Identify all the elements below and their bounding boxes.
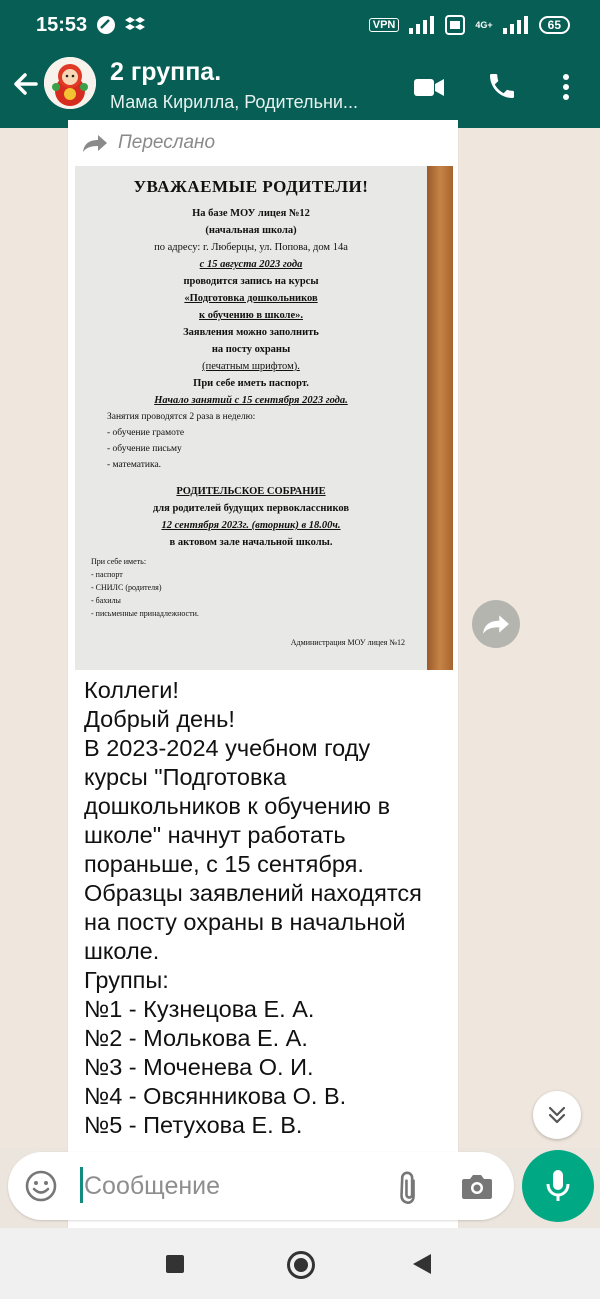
system-nav-bar [0, 1228, 600, 1299]
forwarded-label: Переслано [118, 132, 216, 153]
message-line: Группы: [84, 967, 169, 993]
message-bubble[interactable] [68, 120, 458, 1270]
wooden-door-edge [427, 166, 453, 670]
forwarded-indicator [82, 132, 215, 154]
bring-item: - паспорт [91, 570, 123, 579]
meeting-line: в актовом зале начальной школы. [169, 537, 333, 548]
notice-line: с 15 августа 2023 года [199, 259, 303, 270]
home-button[interactable] [287, 1251, 315, 1279]
notice-list-item: - обучение грамоте [107, 428, 185, 438]
chat-subtitle[interactable]: Мама Кирилла, Родительни... [110, 92, 358, 112]
video-call-icon[interactable] [412, 70, 446, 104]
message-line: №1 - Кузнецова Е. А. [84, 996, 315, 1022]
double-chevron-down-icon [546, 1104, 568, 1126]
message-line: дошкольников к обучению в [84, 793, 391, 819]
notice-line: Начало занятий с 15 сентября 2023 года. [154, 395, 348, 406]
chat-area[interactable] [0, 128, 600, 1148]
back-button[interactable] [413, 1254, 431, 1274]
message-line: школе. [84, 938, 160, 964]
notice-heading: УВАЖАЕМЫЕ РОДИТЕЛИ! [133, 177, 369, 196]
status-time: 15:53 [36, 14, 88, 36]
scroll-to-bottom-button[interactable] [533, 1091, 581, 1139]
bring-title: При себе иметь: [91, 557, 147, 566]
group-avatar[interactable] [44, 57, 96, 109]
notice-line: на посту охраны [211, 344, 291, 355]
meeting-line: для родителей будущих первоклассников [152, 503, 350, 514]
notice-list-item: - обучение письму [107, 444, 182, 454]
camera-icon[interactable] [460, 1170, 494, 1202]
message-line: пораньше, с 15 сентября. [84, 851, 364, 877]
forward-arrow-icon [82, 133, 108, 153]
sync-icon [95, 14, 117, 36]
message-line: Добрый день! [84, 706, 235, 732]
message-input[interactable]: Сообщение [84, 1172, 221, 1200]
notice-line: (печатным шрифтом). [202, 361, 300, 372]
message-text [84, 676, 450, 1140]
message-line: на посту охраны в начальной [84, 909, 406, 935]
bring-item: - бахилы [91, 596, 121, 605]
bring-item: - СНИЛС (родителя) [91, 583, 162, 592]
notice-line: Заявления можно заполнить [183, 327, 319, 338]
forward-message-button[interactable] [472, 600, 520, 648]
mic-icon [543, 1168, 573, 1204]
message-line: №3 - Моченева О. И. [84, 1054, 314, 1080]
status-right [369, 15, 570, 35]
signal-icon [409, 16, 435, 34]
text-cursor [80, 1167, 83, 1203]
emoji-icon[interactable] [24, 1169, 58, 1203]
message-line: В 2023-2024 учебном году [84, 735, 371, 761]
matryoshka-image [44, 57, 96, 109]
status-app-icons [95, 14, 145, 36]
meeting-title: РОДИТЕЛЬСКОЕ СОБРАНИЕ [176, 486, 326, 497]
notice-list-item: - математика. [107, 460, 162, 470]
share-arrow-icon [482, 612, 510, 636]
notice-list-intro: Занятия проводятся 2 раза в неделю: [107, 412, 256, 422]
network-type: 4G+ [475, 20, 493, 30]
volte-icon [445, 15, 465, 35]
status-bar [0, 0, 600, 52]
message-composer [8, 1152, 514, 1220]
notice-line: «Подготовка дошкольников [184, 293, 318, 304]
back-arrow-icon[interactable] [10, 68, 42, 100]
more-vert-icon[interactable] [556, 70, 576, 104]
chat-title[interactable]: 2 группа. [110, 58, 222, 86]
recent-apps-button[interactable] [166, 1255, 184, 1273]
bring-item: - письменные принадлежности. [91, 609, 199, 618]
dropbox-icon [125, 14, 145, 36]
notice-line: по адресу: г. Люберцы, ул. Попова, дом 14а [154, 242, 348, 253]
signal-icon-2 [503, 16, 529, 34]
message-line: №2 - Молькова Е. А. [84, 1025, 308, 1051]
message-line: №5 - Петухова Е. В. [84, 1112, 303, 1138]
battery-indicator: 65 [539, 16, 570, 34]
notice-line: проводится запись на курсы [183, 276, 319, 287]
notice-line: к обучению в школе». [199, 310, 303, 321]
message-line: школе" начнут работать [84, 822, 346, 848]
notice-line: На базе МОУ лицея №12 [192, 208, 310, 219]
notice-line: При себе иметь паспорт. [193, 378, 309, 389]
voice-record-button[interactable] [522, 1150, 594, 1222]
chat-header [0, 52, 600, 128]
notice-line: (начальная школа) [205, 225, 297, 236]
notice-signature: Администрация МОУ лицея №12 [290, 638, 405, 647]
message-line: Образцы заявлений находятся [84, 880, 422, 906]
meeting-line: 12 сентября 2023г. (вторник) в 18.00ч. [161, 520, 341, 531]
notice-paper [75, 166, 427, 670]
attach-icon[interactable] [392, 1169, 428, 1205]
vpn-badge: VPN [369, 18, 400, 32]
message-line: курсы "Подготовка [84, 764, 287, 790]
phone-call-icon[interactable] [486, 70, 518, 102]
message-line: Коллеги! [84, 677, 179, 703]
message-line: №4 - Овсянникова О. В. [84, 1083, 347, 1109]
message-photo[interactable] [75, 166, 453, 670]
